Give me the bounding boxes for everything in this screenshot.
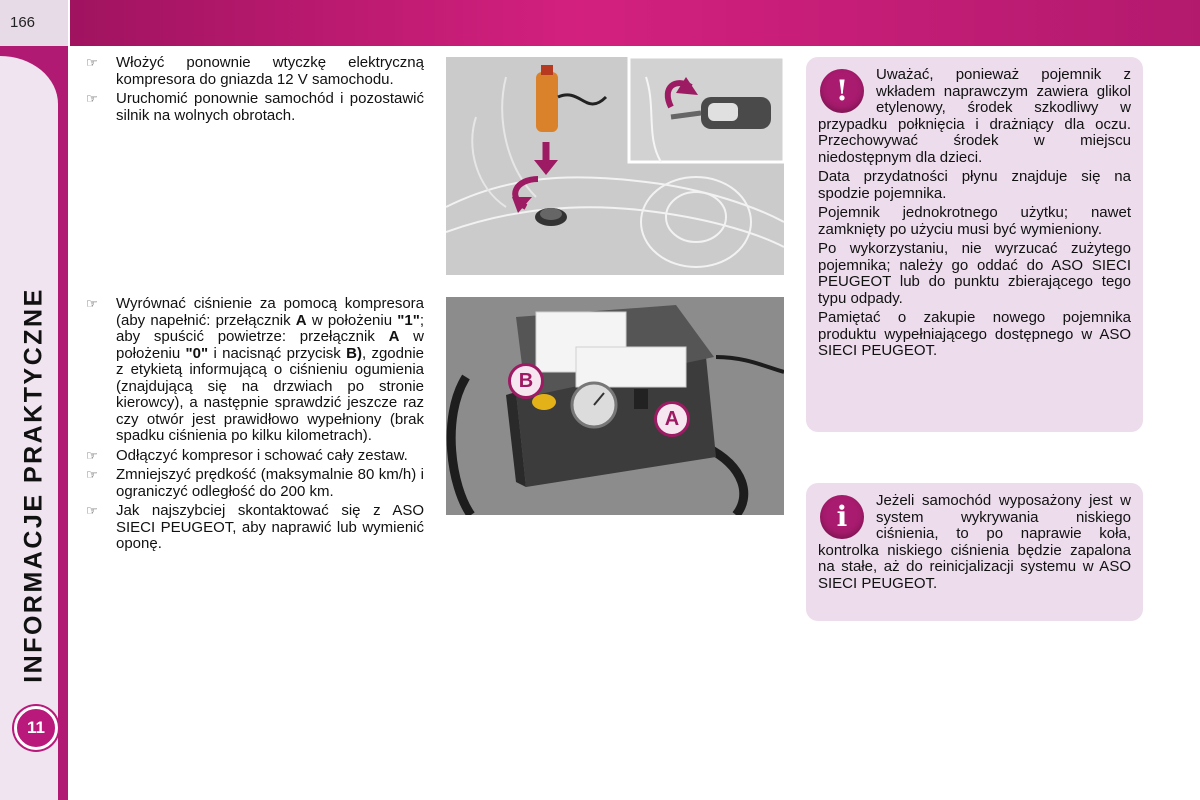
list-item: ☞ Uruchomić ponownie samochód i pozostawić silnik na wolnych obrotach. [86,90,424,124]
list-item: ☞ Zmniejszyć prędkość (maksymalnie 80 km/h) i ograniczyć odległość do 200 km. [86,466,424,500]
pointing-hand-icon: ☞ [86,55,98,70]
list-item: ☞ Wyrównać ciśnienie za pomocą kompresora (aby napełnić: przełącznik A w położeniu "1"; aby spuścić powietrze: przełącznik A w położeniu "0" i nacisnąć przycisk B), zgodnie z etykietą informującą o ciśnieniu ogumienia (znajdującą się na drzwiach po stronie kierowcy), a następnie sprawdzić jeszcze raz czy otwór jest prawidłowo wypełniony (brak spadku ciśnienia po kilku kilometrach). [86,295,424,444]
label-b: B [508,363,544,399]
pointing-hand-icon: ☞ [86,296,98,311]
label-a: A [654,401,690,437]
page-number-tab [0,0,68,46]
pointing-hand-icon: ☞ [86,467,98,482]
pointing-hand-icon: ☞ [86,91,98,106]
list-item: ☞ Włożyć ponownie wtyczkę elektryczną kompresora do gniazda 12 V samochodu. [86,54,424,88]
exclamation-icon: ! [820,69,864,113]
plug-console-illustration [446,57,784,275]
chapter-number-badge: 11 [14,706,58,750]
pointing-hand-icon: ☞ [86,447,98,463]
info-notice: i Jeżeli samochód wyposażony jest w system wykrywania niskiego ciśnienia, to po naprawie koła, kontrolka niskiego ciśnienia będzie zapalona na stałe, aż do reinicjalizacji systemu w ASO SIECI PEUGEOT. [806,483,1143,621]
compressor-illustration [446,297,784,515]
pointing-hand-icon: ☞ [86,503,98,518]
warning-notice: ! Uważać, ponieważ pojemnik z wkładem naprawczym zawiera glikol etylenowy, środek szkodliwy w przypadku połknięcia i drażniący dla oczu. Przechowywać środek w miejscu niedostępnym dla dzieci. Data przydatności płynu znajduje się na spodzie pojemnika. Pojemnik jednokrotnego użytku; nawet zamknięty po użyciu musi być wymieniony. Po wykorzystaniu, nie wyrzucać zużytego pojemnika; należy go oddać do ASO SIECI PEUGEOT lub do punktu zbierającego tego typu odpady. Pamiętać o zakupie nowego pojemnika produktu wypełniającego dostępnego w ASO SIECI PEUGEOT. [806,57,1143,432]
chapter-title: INFORMACJE PRAKTYCZNE [19,287,48,683]
list-item: ☞ Odłączyć kompresor i schować cały zestaw. [86,446,408,464]
plug-console-drawing [446,57,784,275]
info-icon: i [820,495,864,539]
instructions-bottom [86,296,424,556]
list-item: ☞ Jak najszybciej skontaktować się z ASO SIECI PEUGEOT, aby naprawić lub wymienić oponę. [86,502,424,552]
compressor-drawing [446,297,784,515]
instructions-top [86,55,424,127]
header-bar [70,0,1200,46]
page-number: 166 [10,14,36,31]
